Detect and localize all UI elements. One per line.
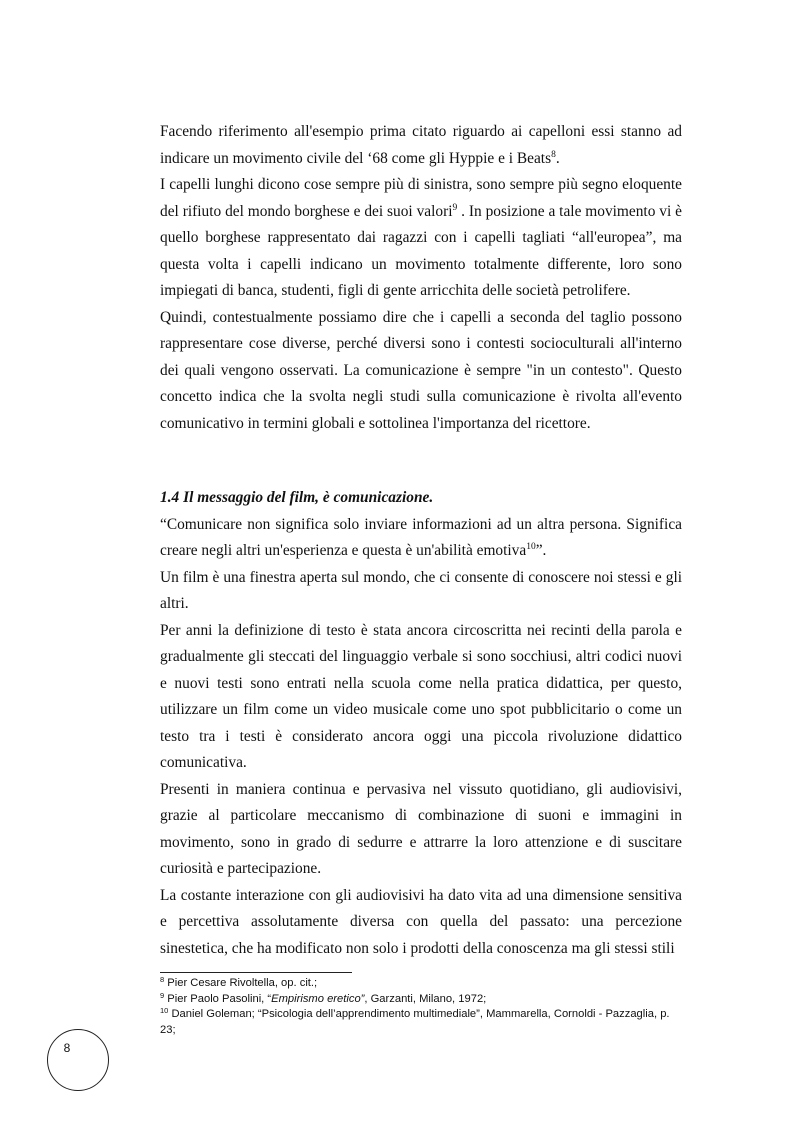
- paragraph: Facendo riferimento all'esempio prima citato riguardo ai capelloni essi stanno ad indicare un movimento civile del ‘68 come gli Hyppie e i Beats$^8$.: [160, 123, 682, 167]
- section-gap: [160, 437, 682, 485]
- paragraph: Un film è una finestra aperta sul mondo, che ci consente di conoscere noi stessi e gli altri.: [160, 568, 682, 612]
- footnote-10: $^{10}$ Daniel Goleman; “Psicologia dell’apprendimento multimediale”, Mammarella, Cornoldi - Pazzaglia, p. 23;: [160, 1006, 670, 1036]
- footnote-ref-10[interactable]: 10: [526, 542, 536, 552]
- paragraph: I capelli lunghi dicono cose sempre più di sinistra, sono sempre più segno eloquente del rifiuto del mondo borghese e dei suoi valori$^9$ . In posizione a tale movimento vi è quello borghese rappresentato dai ragazzi con i capelli tagliati “all'europea”, ma questa volta i capelli indicano un movimento totalmente differente, loro sono impiegati di banca, studenti, figli di gente arricchita delle società petrolifere.: [160, 176, 682, 299]
- page-number-circle: [47, 1029, 109, 1091]
- paragraph: Per anni la definizione di testo è stata ancora circoscritta nei recinti della parola e gradualmente gli steccati del linguaggio verbale si sono socchiusi, altri codici nuovi e nuovi testi sono entrati nella scuola come nella pratica didattica, per questo, utilizzare un film come un video musicale come uno spot pubblicitario o come un testo tra i testi è considerato ancora oggi una piccola rivoluzione didattico comunicativa.: [160, 621, 682, 771]
- footnote-ref-8[interactable]: 8: [551, 149, 556, 160]
- page-number: 8: [63, 1041, 71, 1055]
- footnote-separator: [160, 972, 352, 973]
- paragraph: La costante interazione con gli audiovisivi ha dato vita ad una dimensione sensitiva e percettiva assolutamente diversa con quella del passato: una percezione sinestetica, che ha modificato non solo i prodotti della conoscenza ma gli stessi stili: [160, 886, 682, 957]
- footnote-9: $^9$ Pier Paolo Pasolini, “Empirismo eretico”, Garzanti, Milano, 1972;: [160, 990, 487, 1005]
- footnote-ref-9[interactable]: 9: [452, 202, 458, 213]
- footnotes: [160, 976, 682, 1038]
- paragraph: Presenti in maniera continua e pervasiva nel vissuto quotidiano, gli audiovisivi, grazie al particolare meccanismo di combinazione di suoni e immagini in movimento, sono in grado di sedurre e attrarre la loro attenzione e di suscitare curiosità e partecipazione.: [160, 780, 682, 877]
- body-text: [160, 119, 682, 962]
- section-heading: 1.4 Il messaggio del film, è comunicazione.: [160, 489, 434, 506]
- footnote-8: $^8$ Pier Cesare Rivoltella, op. cit.;: [160, 975, 318, 989]
- paragraph: “Comunicare non significa solo inviare informazioni ad un altra persona. Significa creare negli altri un'esperienza e questa è un'abilità emotiva$^{10}$”.: [160, 515, 682, 559]
- paragraph: Quindi, contestualmente possiamo dire che i capelli a seconda del taglio possono rappresentare cose diverse, perché diversi sono i contesti socioculturali all'interno dei quali vengono osservati. La comunicazione è sempre "in un contesto". Questo concetto indica che la svolta negli studi sulla comunicazione è rivolta all'evento comunicativo in termini globali e sottolinea l'importanza del ricettore.: [160, 308, 682, 432]
